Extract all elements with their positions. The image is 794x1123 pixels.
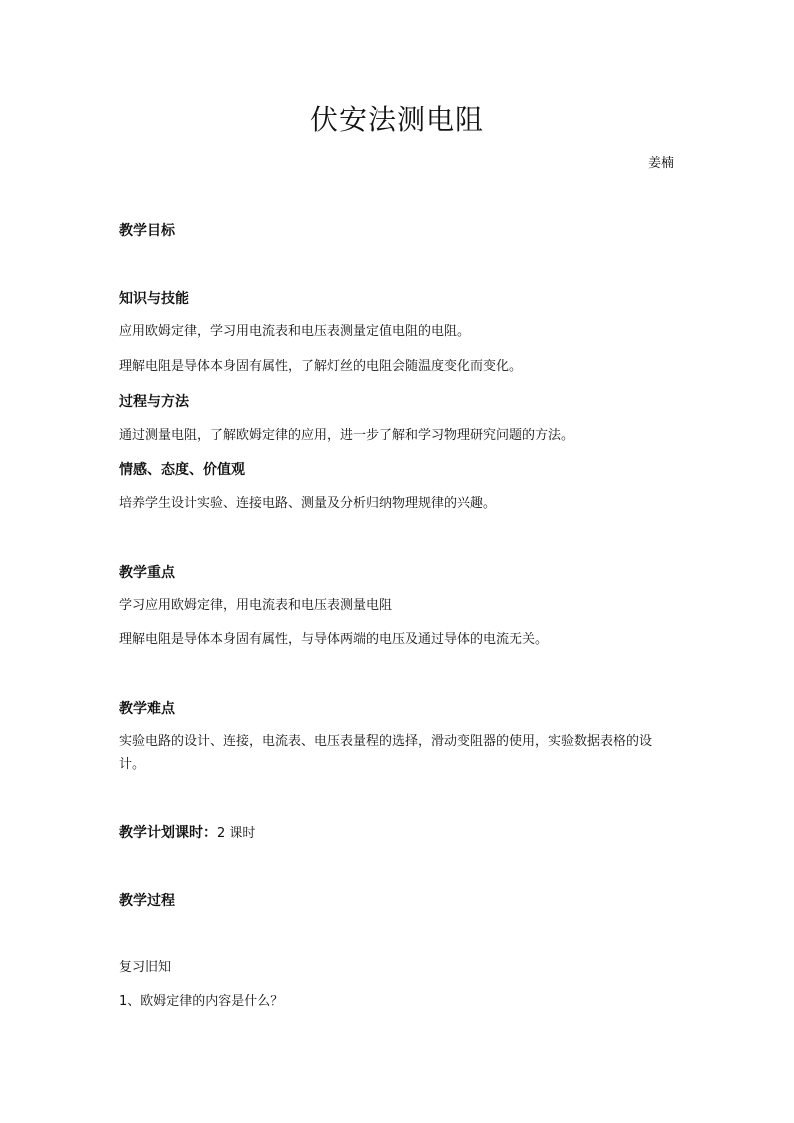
schedule-value: 2 课时 [217,826,256,841]
key-point-1: 学习应用欧姆定律，用电流表和电压表测量电阻 [119,598,393,613]
attitude-item-1: 培养学生设计实验、连接电路、测量及分析归纳物理规律的兴趣。 [119,496,497,511]
heading-process-methods: 过程与方法 [119,394,189,410]
heading-teaching-process: 教学过程 [119,893,175,909]
schedule-line [119,822,675,842]
knowledge-item-1: 应用欧姆定律，学习用电流表和电压表测量定值电阻的电阻。 [119,324,471,339]
heading-difficulties: 教学难点 [119,701,175,717]
heading-attitude-values: 情感、态度、价值观 [119,462,245,478]
difficulties-text: 实验电路的设计、连接，电流表、电压表量程的选择，滑动变阻器的使用，实验数据表格的设计。 [119,734,653,772]
schedule-label: 教学计划课时： [119,825,217,841]
heading-objectives: 教学目标 [119,223,175,239]
question-1: 1、欧姆定律的内容是什么？ [119,994,284,1009]
page-title: 伏安法测电阻 [309,103,484,136]
heading-knowledge-skills: 知识与技能 [119,291,189,307]
key-point-2: 理解电阻是导体本身固有属性，与导体两端的电压及通过导体的电流无关。 [119,632,549,647]
author-name: 姜楠 [647,156,674,171]
heading-key-points: 教学重点 [119,565,175,581]
process-item-1: 通过测量电阻，了解欧姆定律的应用，进一步了解和学习物理研究问题的方法。 [119,428,575,443]
review-label: 复习旧知 [119,960,172,975]
knowledge-item-2: 理解电阻是导体本身固有属性，了解灯丝的电阻会随温度变化而变化。 [119,359,523,374]
